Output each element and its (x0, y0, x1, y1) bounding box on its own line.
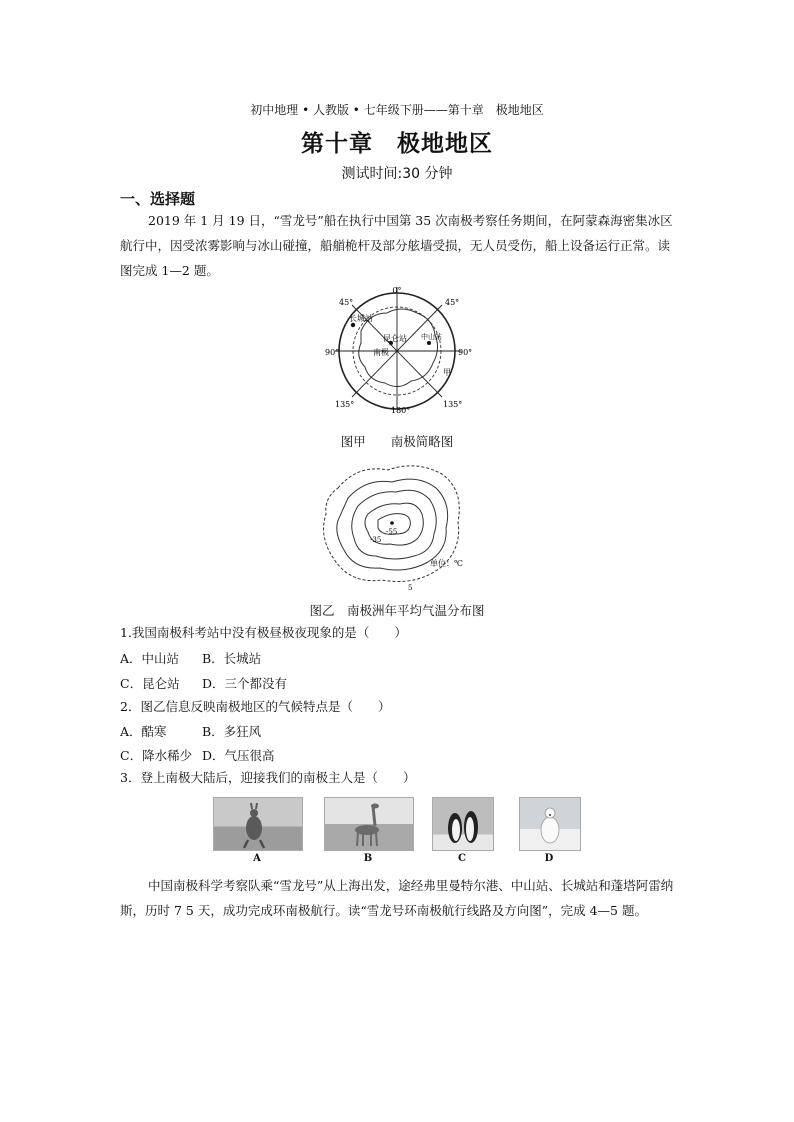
q2-option-c[interactable]: C．降水稀少 (120, 748, 193, 763)
photo-label-a: A (253, 853, 261, 864)
page-title: 第十章 极地地区 (301, 131, 493, 157)
center-dot (390, 521, 394, 525)
q1-option-c[interactable]: C．昆仑站 (120, 676, 180, 691)
q1-option-b[interactable]: B．长城站 (202, 651, 262, 666)
question-3: 3．登上南极大陆后，迎接我们的南极主人是（ ） (120, 770, 416, 785)
zhongshan-station-dot (427, 341, 431, 345)
intro-paragraph-1: 2019 年 1 月 19 日，“雪龙号”船在执行中国第 35 次南极考察任务期间，在阿蒙森海密集冰区航行中，因受浓雾影响与冰山碰撞，船艏桅杆及部分舷墙受损，无人员受伤，船上设备运行正常。读图完成 1—2 题。 (120, 213, 673, 278)
label-kunlun: 昆仑站 (383, 334, 407, 343)
q1-option-a[interactable]: A．中山站 (120, 651, 180, 666)
q1-option-d[interactable]: D．三个都没有 (202, 676, 288, 691)
q2-option-a[interactable]: A．酷寒 (120, 724, 167, 739)
label-90-right: 90° (458, 348, 473, 357)
label-pole: 南极 (373, 348, 389, 357)
antarctica-temperature-map (318, 458, 478, 593)
figure-yi-caption: 图乙 南极洲年平均气温分布图 (309, 603, 485, 618)
label-changcheng: 长城站 (349, 314, 373, 323)
label-iso-5: 5 (408, 584, 413, 592)
changcheng-station-dot (351, 323, 355, 327)
label-iso-35: -35 (370, 536, 382, 544)
label-90-left: 90° (325, 348, 340, 357)
label-180: 180° (391, 406, 411, 413)
q2-option-d[interactable]: D．气压很高 (202, 748, 275, 763)
label-135-right: 135° (443, 400, 463, 409)
q2-option-b[interactable]: B．多狂风 (202, 724, 262, 739)
photo-label-b: B (363, 853, 373, 864)
section-heading: 一、选择题 (120, 190, 196, 208)
photo-b[interactable] (324, 797, 414, 851)
photo-d[interactable] (519, 797, 581, 851)
question-2: 2．图乙信息反映南极地区的气候特点是（ ） (120, 699, 391, 714)
figure-jia-caption: 图甲 南极简略图 (340, 434, 454, 449)
penguin-icon (433, 798, 493, 850)
label-135-left: 135° (335, 400, 355, 409)
label-45-left: 45° (339, 298, 354, 307)
intro-paragraph-2: 中国南极科学考察队乘“雪龙号”从上海出发，途经弗里曼特尔港、中山站、长城站和蓬塔阿雷纳斯，历时 7 5 天，成功完成环南极航行。读“雪龙号环南极航行线路及方向图”，完成 4—5 题。 (120, 878, 674, 918)
antarctica-simple-map (325, 283, 475, 413)
unit-label: 单位：℃ (430, 559, 463, 568)
label-zhongshan: 中山站 (421, 333, 442, 341)
page-header: 初中地理 • 人教版 • 七年级下册——第十章 极地地区 (250, 103, 544, 117)
kangaroo-icon (214, 798, 302, 850)
question-1: 1.我国南极科考站中没有极昼极夜现象的是（ ） (120, 625, 407, 640)
label-45-right: 45° (445, 298, 460, 307)
label-jia: 甲 (443, 368, 451, 377)
label-center: -55 (386, 528, 398, 536)
polar-bear-icon (520, 798, 580, 850)
photo-c[interactable] (432, 797, 494, 851)
photo-label-c: C (458, 853, 466, 864)
photo-label-d: D (544, 853, 554, 864)
photo-a[interactable] (213, 797, 303, 851)
giraffe-icon (325, 798, 413, 850)
label-0: 0° (392, 286, 402, 295)
test-time: 测试时间:30 分钟 (341, 166, 453, 182)
